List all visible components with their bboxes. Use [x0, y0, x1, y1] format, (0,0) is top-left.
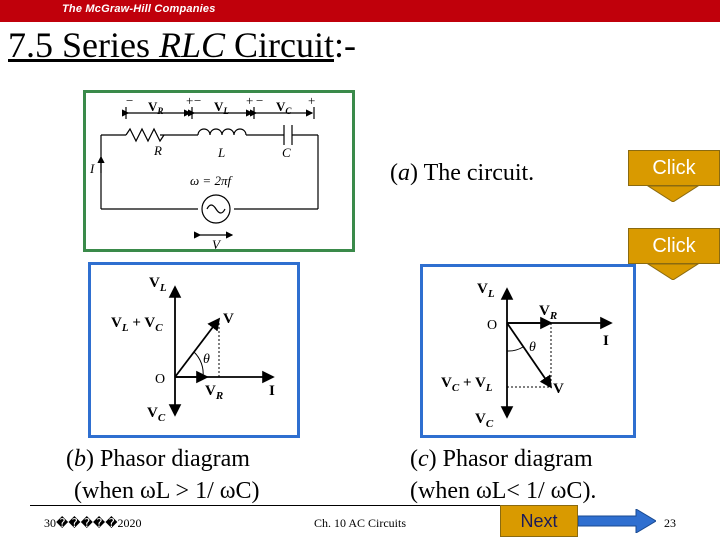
c-vc-label: $V_C$	[475, 411, 494, 430]
caption-c-condition: (when ωL< 1/ ωC).	[410, 478, 597, 504]
b-origin-label: O	[155, 372, 166, 387]
c-vr-label: $V_R$	[539, 303, 558, 322]
c-i-label: I	[603, 333, 609, 349]
v-label: V	[212, 237, 220, 249]
publisher-header	[0, 0, 720, 22]
vl-label: $V_L$	[214, 99, 229, 116]
footer-chapter: Ch. 10 AC Circuits	[314, 516, 407, 530]
svg-text:−: −	[194, 93, 202, 108]
footer-rule	[30, 505, 500, 506]
svg-text:−: −	[126, 93, 134, 108]
i-label: I	[90, 161, 95, 176]
b-i-label: I	[269, 383, 275, 399]
click-arrow-2-icon	[638, 264, 708, 280]
l-label: L	[218, 145, 226, 160]
c-v-label: V	[553, 381, 564, 397]
c-vcvl-label: $V_C + V_L$	[441, 375, 493, 394]
phasor-diagram-c	[420, 264, 636, 438]
circuit-diagram	[83, 90, 355, 252]
next-arrow-icon	[578, 509, 656, 533]
b-vl-label: $V_L$	[149, 275, 167, 294]
b-vlvc-label: $V_L + V_C$	[111, 315, 163, 334]
footer-date: 30�����2020	[44, 516, 142, 530]
b-vc-label: $V_C$	[147, 405, 166, 424]
c-origin-label: O	[487, 318, 498, 333]
circuit-svg	[86, 93, 352, 249]
r-label: R	[154, 143, 162, 158]
b-v-label: V	[223, 311, 234, 327]
click-arrow-1-icon	[638, 186, 708, 202]
caption-b: (b) Phasor diagram	[66, 446, 250, 472]
phasor-diagram-b	[88, 262, 300, 438]
c-label: C	[282, 145, 291, 160]
caption-b-condition: (when ωL > 1/ ωC)	[74, 478, 260, 504]
brand-logo: The McGraw-Hill Companies	[62, 3, 216, 15]
caption-a: (a) The circuit.	[390, 160, 535, 186]
phasor-c-svg	[423, 267, 633, 435]
click-button-2[interactable]: Click	[628, 228, 720, 264]
phasor-b-svg	[91, 265, 297, 435]
svg-text:+: +	[186, 93, 194, 108]
svg-text:+: +	[246, 93, 254, 108]
vr-label: $V_R$	[148, 99, 164, 116]
svg-text:−: −	[256, 93, 264, 108]
caption-c: (c) Phasor diagram	[410, 446, 593, 472]
c-vl-label: $V_L$	[477, 281, 495, 300]
omega-label: ω = 2πf	[190, 173, 232, 188]
b-theta-label: θ	[203, 352, 210, 367]
click-button-1[interactable]: Click	[628, 150, 720, 186]
next-button[interactable]: Next	[500, 505, 578, 537]
svg-text:+: +	[308, 93, 316, 108]
footer-page-number: 23	[664, 516, 676, 530]
vc-label: $V_C$	[276, 99, 292, 116]
b-vr-label: $V_R$	[205, 383, 224, 402]
c-theta-label: θ	[529, 340, 536, 355]
slide-title: 7.5 Series RLC Circuit:-	[8, 25, 356, 65]
